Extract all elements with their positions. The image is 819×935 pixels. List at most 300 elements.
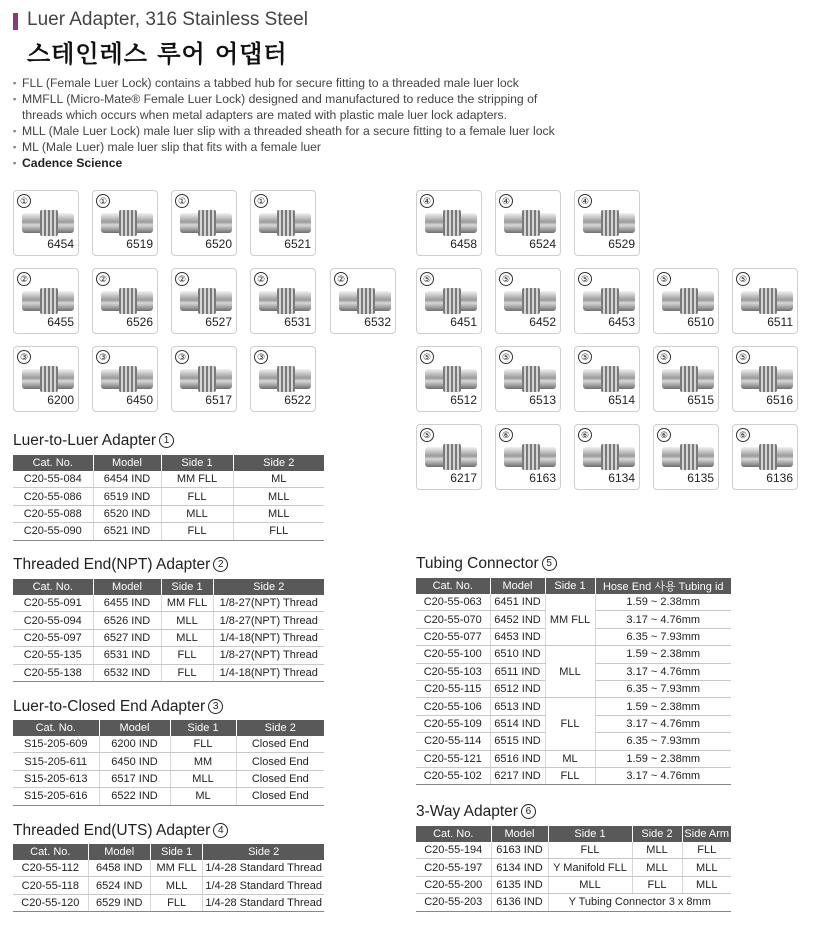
- table-row: [13, 647, 324, 664]
- table-row: [416, 859, 731, 876]
- product-thumbnail: [171, 268, 237, 334]
- product-code: 6200: [47, 393, 74, 407]
- product-code: 6454: [47, 237, 74, 251]
- adapter-part-image: [22, 213, 74, 233]
- adapter-part-image: [583, 447, 635, 467]
- adapter-part-image: [425, 213, 477, 233]
- adapter-part-image: [180, 213, 232, 233]
- group-number-badge: ①: [175, 194, 189, 208]
- table-row: [13, 736, 324, 753]
- table-cell: 6532 IND: [93, 664, 161, 681]
- group-number-badge: ⑥: [736, 428, 750, 442]
- table-cell: C20-55-112: [13, 860, 88, 877]
- group-number-badge: ⑤: [736, 272, 750, 286]
- table-row: [416, 698, 731, 715]
- adapter-part-image: [504, 369, 556, 389]
- table-cell: FLL: [161, 523, 233, 540]
- product-code: 6514: [608, 393, 635, 407]
- table-cell: C20-55-197: [416, 859, 491, 876]
- table-row: [13, 505, 324, 522]
- product-code: 6136: [766, 471, 793, 485]
- adapter-part-image: [339, 291, 391, 311]
- table-cell: 6.35 ~ 7.93mm: [595, 733, 731, 750]
- column-header: Side 2: [236, 720, 324, 736]
- table-cell: 6517 IND: [99, 770, 170, 787]
- group-number-badge: ⑤: [499, 350, 513, 364]
- table-row: [13, 471, 324, 488]
- column-header: Side 1: [161, 455, 233, 471]
- adapter-part-image: [504, 447, 556, 467]
- product-thumbnail: [574, 190, 640, 256]
- group-number-badge: ⑤: [657, 350, 671, 364]
- column-header: Side 1: [548, 826, 632, 842]
- table-cell: 6519 IND: [93, 488, 161, 505]
- feature-item: ▪ FLL (Female Luer Lock) contains a tabbed hub for secure fitting to a threaded male luer lock: [13, 75, 613, 91]
- table-cell: FLL: [682, 842, 731, 859]
- column-header: Model: [93, 455, 161, 471]
- product-thumbnail: [92, 190, 158, 256]
- product-thumbnail: [330, 268, 396, 334]
- table-row: [416, 767, 731, 784]
- table-cell: C20-55-097: [13, 629, 93, 646]
- table-threaded-uts: [13, 844, 324, 912]
- table-cell: 1/8-27(NPT) Thread: [213, 595, 324, 612]
- product-thumbnail: [495, 268, 561, 334]
- table-row: [416, 876, 731, 893]
- table-row: [13, 877, 324, 894]
- table-cell: C20-55-090: [13, 523, 93, 540]
- group-number-badge: ⑤: [420, 350, 434, 364]
- adapter-part-image: [425, 369, 477, 389]
- table-cell: Closed End: [236, 788, 324, 805]
- column-header: Model: [88, 844, 150, 860]
- product-code: 6450: [126, 393, 153, 407]
- table-cell: ML: [170, 788, 236, 805]
- product-code: 6522: [284, 393, 311, 407]
- product-code: 6516: [766, 393, 793, 407]
- table-header-row: [13, 844, 324, 860]
- adapter-part-image: [425, 291, 477, 311]
- product-thumbnail: [495, 346, 561, 412]
- group-number-badge: ①: [254, 194, 268, 208]
- column-header: Cat. No.: [13, 844, 88, 860]
- product-code: 6519: [126, 237, 153, 251]
- table-cell: C20-55-135: [13, 647, 93, 664]
- table-cell: C20-55-106: [416, 698, 490, 715]
- table-cell: C20-55-070: [416, 611, 490, 628]
- section-title-threaded-npt: Threaded End(NPT) Adapter 2: [13, 556, 228, 574]
- group-number-badge: ①: [96, 194, 110, 208]
- table-cell: 3.17 ~ 4.76mm: [595, 611, 731, 628]
- column-header: Model: [491, 826, 548, 842]
- group-number-badge: ⑥: [499, 428, 513, 442]
- table-cell: FLL: [548, 842, 632, 859]
- product-thumbnail: [653, 268, 719, 334]
- adapter-part-image: [101, 213, 153, 233]
- section-title-tubing: Tubing Connector 5: [416, 555, 557, 573]
- adapter-part-image: [259, 213, 311, 233]
- product-code: 6526: [126, 315, 153, 329]
- table-cell: 6511 IND: [490, 663, 545, 680]
- table-row: [13, 788, 324, 805]
- table-cell: C20-55-077: [416, 628, 490, 645]
- product-code: 6517: [205, 393, 232, 407]
- adapter-part-image: [22, 291, 74, 311]
- product-thumbnail: [92, 268, 158, 334]
- table-cell: FLL: [161, 664, 213, 681]
- table-cell: C20-55-103: [416, 663, 490, 680]
- table-cell: 6529 IND: [88, 894, 150, 911]
- group-number-badge: ④: [578, 194, 592, 208]
- table-cell: 6163 IND: [491, 842, 548, 859]
- product-code: 6520: [205, 237, 232, 251]
- table-cell: Closed End: [236, 770, 324, 787]
- product-code: 6451: [450, 315, 477, 329]
- table-header-row: [416, 826, 731, 842]
- brand-name: ▪ Cadence Science: [13, 155, 613, 171]
- product-code: 6513: [529, 393, 556, 407]
- table-cell: C20-55-203: [416, 894, 491, 911]
- column-header: Cat. No.: [13, 720, 99, 736]
- table-cell: MLL: [682, 859, 731, 876]
- table-cell: MM: [170, 753, 236, 770]
- table-cell: 6531 IND: [93, 647, 161, 664]
- adapter-part-image: [101, 291, 153, 311]
- table-cell: MLL: [548, 876, 632, 893]
- adapter-part-image: [662, 291, 714, 311]
- column-header: Hose End 사용 Tubing id: [595, 578, 731, 594]
- product-thumbnail: [495, 424, 561, 490]
- column-header: Cat. No.: [13, 455, 93, 471]
- group-number-badge: ②: [254, 272, 268, 286]
- group-number-badge: ③: [17, 350, 31, 364]
- page-title: Luer Adapter, 316 Stainless Steel: [27, 9, 308, 30]
- table-row: [13, 523, 324, 540]
- table-cell: 1/8-27(NPT) Thread: [213, 612, 324, 629]
- table-cell: 6135 IND: [491, 876, 548, 893]
- feature-item: ▪ ML (Male Luer) male luer slip that fits with a female luer: [13, 139, 613, 155]
- table-cell: S15-205-613: [13, 770, 99, 787]
- table-cell: C20-55-121: [416, 750, 490, 767]
- product-thumbnail: [732, 424, 798, 490]
- adapter-part-image: [425, 447, 477, 467]
- table-row: [13, 612, 324, 629]
- table-cell: MLL: [632, 859, 682, 876]
- table-cell: C20-55-091: [13, 595, 93, 612]
- product-code: 6524: [529, 237, 556, 251]
- table-cell: 1.59 ~ 2.38mm: [595, 750, 731, 767]
- table-cell: MLL: [161, 505, 233, 522]
- table-cell: MLL: [233, 505, 324, 522]
- table-cell: S15-205-609: [13, 736, 99, 753]
- group-number-badge: ③: [175, 350, 189, 364]
- table-cell: 6514 IND: [490, 715, 545, 732]
- table-cell: C20-55-084: [13, 471, 93, 488]
- table-cell: 6526 IND: [93, 612, 161, 629]
- product-thumbnail: [92, 346, 158, 412]
- table-cell: MM FLL: [150, 860, 203, 877]
- column-header: Side 2: [203, 844, 324, 860]
- product-code: 6455: [47, 315, 74, 329]
- group-number-badge: ④: [420, 194, 434, 208]
- table-cell: MM FLL: [545, 594, 595, 646]
- column-header: Model: [99, 720, 170, 736]
- table-cell: 6.35 ~ 7.93mm: [595, 680, 731, 697]
- product-thumbnail: [13, 190, 79, 256]
- column-header: Side 1: [150, 844, 203, 860]
- table-cell: 1/8-27(NPT) Thread: [213, 647, 324, 664]
- table-cell: 6136 IND: [491, 894, 548, 911]
- product-code: 6515: [687, 393, 714, 407]
- group-number-badge: ①: [17, 194, 31, 208]
- table-luer-to-luer: [13, 455, 324, 541]
- table-cell: 6455 IND: [93, 595, 161, 612]
- table-header-row: [13, 455, 324, 471]
- table-cell: C20-55-063: [416, 594, 490, 611]
- table-cell: 1.59 ~ 2.38mm: [595, 594, 731, 611]
- table-cell: C20-55-100: [416, 646, 490, 663]
- table-row: [416, 594, 731, 611]
- table-row: [416, 646, 731, 663]
- table-cell: 6512 IND: [490, 680, 545, 697]
- table-cell: 6134 IND: [491, 859, 548, 876]
- table-cell: C20-55-138: [13, 664, 93, 681]
- product-thumbnail: [732, 346, 798, 412]
- table-row: [416, 842, 731, 859]
- table-cell: MLL: [545, 646, 595, 698]
- group-number-badge: ③: [96, 350, 110, 364]
- product-thumbnail: [416, 346, 482, 412]
- table-row: [13, 595, 324, 612]
- section-title-luer-to-luer: Luer-to-Luer Adapter 1: [13, 432, 174, 450]
- adapter-part-image: [662, 369, 714, 389]
- product-thumbnail: [250, 268, 316, 334]
- adapter-part-image: [22, 369, 74, 389]
- adapter-part-image: [504, 291, 556, 311]
- table-row: [13, 753, 324, 770]
- table-row: [13, 860, 324, 877]
- table-cell: 6515 IND: [490, 733, 545, 750]
- table-cell: C20-55-094: [13, 612, 93, 629]
- product-thumbnail: [574, 268, 640, 334]
- table-cell: Closed End: [236, 753, 324, 770]
- table-cell: MM FLL: [161, 595, 213, 612]
- table-row: [13, 770, 324, 787]
- table-closed-end: [13, 720, 324, 806]
- product-code: 6453: [608, 315, 635, 329]
- table-row: [13, 664, 324, 681]
- feature-item: ▪ MLL (Male Luer Lock) male luer slip with a threaded sheath for a secure fitting to a female luer lock: [13, 123, 613, 139]
- table-cell: MLL: [233, 488, 324, 505]
- adapter-part-image: [101, 369, 153, 389]
- product-thumbnail: [574, 346, 640, 412]
- table-cell: MLL: [682, 876, 731, 893]
- product-thumbnail: [495, 190, 561, 256]
- group-number-badge: ⑤: [578, 272, 592, 286]
- table-header-row: [13, 720, 324, 736]
- product-thumbnail: [416, 424, 482, 490]
- group-number-badge: ④: [499, 194, 513, 208]
- column-header: Side 2: [233, 455, 324, 471]
- table-cell: FLL: [150, 894, 203, 911]
- table-cell: 6458 IND: [88, 860, 150, 877]
- table-cell: 6452 IND: [490, 611, 545, 628]
- product-thumbnail: [416, 268, 482, 334]
- column-header: Side 1: [170, 720, 236, 736]
- table-cell: ML: [545, 750, 595, 767]
- adapter-part-image: [180, 369, 232, 389]
- table-cell: 1.59 ~ 2.38mm: [595, 646, 731, 663]
- table-cell: C20-55-120: [13, 894, 88, 911]
- table-cell: 1/4-28 Standard Thread: [203, 877, 324, 894]
- product-code: 6512: [450, 393, 477, 407]
- table-cell: 6450 IND: [99, 753, 170, 770]
- product-code: 6511: [767, 315, 793, 329]
- table-cell: MM FLL: [161, 471, 233, 488]
- group-number-badge: ⑤: [499, 272, 513, 286]
- table-threaded-npt: [13, 579, 324, 682]
- table-cell: 6200 IND: [99, 736, 170, 753]
- group-number-badge: ⑤: [420, 272, 434, 286]
- table-cell: 1.59 ~ 2.38mm: [595, 698, 731, 715]
- product-code: 6521: [284, 237, 311, 251]
- adapter-part-image: [583, 213, 635, 233]
- adapter-part-image: [662, 447, 714, 467]
- product-thumbnail: [416, 190, 482, 256]
- adapter-part-image: [741, 291, 793, 311]
- group-number-badge: ②: [334, 272, 348, 286]
- table-cell: C20-55-118: [13, 877, 88, 894]
- group-number-badge: ③: [254, 350, 268, 364]
- table-cell: FLL: [632, 876, 682, 893]
- product-code: 6510: [687, 315, 714, 329]
- table-cell: 6513 IND: [490, 698, 545, 715]
- table-cell: 6520 IND: [93, 505, 161, 522]
- table-cell: 1/4-18(NPT) Thread: [213, 629, 324, 646]
- product-code: 6527: [205, 315, 232, 329]
- column-header: Model: [93, 579, 161, 595]
- adapter-part-image: [583, 291, 635, 311]
- column-header: Cat. No.: [416, 826, 491, 842]
- feature-item: ▪ MMFLL (Micro-Mate® Female Luer Lock) designed and manufactured to reduce the stripping of: [13, 91, 613, 107]
- table-cell: 1/4-18(NPT) Thread: [213, 664, 324, 681]
- product-thumbnail: [732, 268, 798, 334]
- table-header-row: [416, 578, 731, 594]
- group-number-badge: ②: [17, 272, 31, 286]
- table-cell: 6522 IND: [99, 788, 170, 805]
- section-title-3-way: 3-Way Adapter 6: [416, 803, 536, 821]
- table-cell: C20-55-086: [13, 488, 93, 505]
- table-cell: Closed End: [236, 736, 324, 753]
- table-cell: 6.35 ~ 7.93mm: [595, 628, 731, 645]
- table-cell: C20-55-200: [416, 876, 491, 893]
- table-row: [416, 750, 731, 767]
- table-cell: FLL: [545, 698, 595, 750]
- section-title-closed-end: Luer-to-Closed End Adapter 3: [13, 698, 223, 716]
- feature-item-continued: threads which occurs when metal adapters are mated with plastic male luer lock adapters.: [22, 108, 508, 122]
- feature-list: [13, 75, 613, 171]
- table-cell: 6451 IND: [490, 594, 545, 611]
- table-cell: 6453 IND: [490, 628, 545, 645]
- table-cell: 6527 IND: [93, 629, 161, 646]
- product-code: 6532: [364, 315, 391, 329]
- table-cell: C20-55-088: [13, 505, 93, 522]
- group-number-badge: ⑤: [736, 350, 750, 364]
- product-thumbnail: [653, 346, 719, 412]
- adapter-part-image: [504, 213, 556, 233]
- group-number-badge: ⑥: [657, 428, 671, 442]
- table-3-way-adapter: [416, 826, 731, 912]
- product-code: 6529: [608, 237, 635, 251]
- table-cell: 6521 IND: [93, 523, 161, 540]
- table-cell: 1/4-28 Standard Thread: [203, 894, 324, 911]
- adapter-part-image: [180, 291, 232, 311]
- column-header: Cat. No.: [13, 579, 93, 595]
- column-header: Side Arm: [682, 826, 731, 842]
- table-cell: C20-55-194: [416, 842, 491, 859]
- adapter-part-image: [741, 447, 793, 467]
- table-cell: MLL: [632, 842, 682, 859]
- table-cell: FLL: [170, 736, 236, 753]
- product-code: 6217: [450, 471, 477, 485]
- product-thumbnail: [171, 346, 237, 412]
- adapter-part-image: [259, 291, 311, 311]
- table-cell: 6510 IND: [490, 646, 545, 663]
- table-cell: Y Manifold FLL: [548, 859, 632, 876]
- table-cell: S15-205-616: [13, 788, 99, 805]
- column-header: Side 2: [632, 826, 682, 842]
- table-row: [416, 894, 731, 911]
- column-header: Side 2: [213, 579, 324, 595]
- product-code: 6163: [529, 471, 556, 485]
- table-cell: FLL: [545, 767, 595, 784]
- table-cell: 1/4-28 Standard Thread: [203, 860, 324, 877]
- column-header: Side 1: [545, 578, 595, 594]
- title-accent-bar: [13, 13, 18, 30]
- table-cell: MLL: [150, 877, 203, 894]
- table-cell: 6217 IND: [490, 767, 545, 784]
- group-number-badge: ⑥: [578, 428, 592, 442]
- product-thumbnail: [13, 346, 79, 412]
- page-title-korean: 스테인레스 루어 어댑터: [27, 40, 288, 68]
- product-code: 6458: [450, 237, 477, 251]
- table-cell: C20-55-109: [416, 715, 490, 732]
- product-code: 6135: [687, 471, 714, 485]
- product-thumbnail: [250, 190, 316, 256]
- table-cell: C20-55-114: [416, 733, 490, 750]
- table-cell: Y Tubing Connector 3 x 8mm: [548, 894, 731, 911]
- group-number-badge: ②: [175, 272, 189, 286]
- column-header: Side 1: [161, 579, 213, 595]
- adapter-part-image: [583, 369, 635, 389]
- table-cell: MLL: [161, 629, 213, 646]
- table-header-row: [13, 579, 324, 595]
- product-thumbnail: [171, 190, 237, 256]
- table-cell: MLL: [170, 770, 236, 787]
- group-number-badge: ②: [96, 272, 110, 286]
- table-cell: 6516 IND: [490, 750, 545, 767]
- table-row: [13, 894, 324, 911]
- table-cell: 3.17 ~ 4.76mm: [595, 715, 731, 732]
- table-tubing-connector: [416, 578, 731, 785]
- table-cell: 3.17 ~ 4.76mm: [595, 767, 731, 784]
- product-thumbnail: [250, 346, 316, 412]
- adapter-part-image: [741, 369, 793, 389]
- product-thumbnail: [574, 424, 640, 490]
- table-cell: 3.17 ~ 4.76mm: [595, 663, 731, 680]
- table-cell: FLL: [161, 488, 233, 505]
- column-header: Cat. No.: [416, 578, 490, 594]
